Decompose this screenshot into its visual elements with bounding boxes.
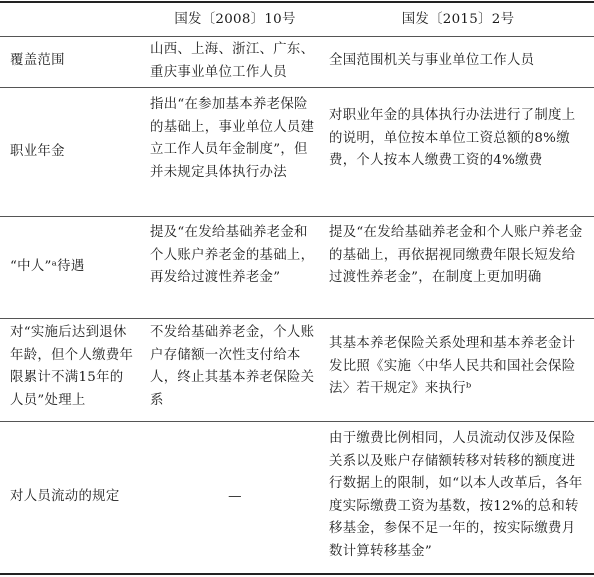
top-rule	[0, 1, 594, 3]
row-label-annuity: 职业年金	[10, 143, 65, 159]
row-2008-coverage: 山西、上海、浙江、广东、重庆事业单位工作人员	[150, 42, 315, 80]
row-label-coverage: 覆盖范围	[10, 52, 65, 68]
row-2015-mobility: 由于缴费比例相同，人员流动仅涉及保险关系以及账户存储额转移对转移的额度进行数据上的限制，如“以本人改革后，各年度实际缴费工资为基数，按12%的总和转移基金，参保不足一年的，按实际缴费月数计算转移基金”	[329, 431, 583, 559]
row-2008-under-15-years: 不发给基础养老金，个人账户存储额一次性支付给本人，终止其基本养老保险关系	[150, 325, 315, 408]
row-2015-annuity: 对职业年金的具体执行办法进行了制度上的说明，单位按本单位工资总额的8%缴费，个人按本人缴费工资的4%缴费	[329, 108, 576, 168]
header-2015: 国发〔2015〕2号	[401, 12, 515, 27]
row-2008-middle-generation: 提及“在发给基础养老金和个人账户养老金的基础上，再发给过渡性养老金”	[150, 225, 315, 285]
row-2015-under-15-years: 其基本养老保险关系处理和基本养老金计发比照《实施〈中华人民共和国社会保险法〉若干规定》来执行ᵇ	[329, 336, 576, 396]
row-label-under-15-years: 对“实施后达到退休年龄，但个人缴费年限累计不满15年的人员”处理上	[10, 325, 134, 408]
row-label-middle-generation: “中人”ᵃ待遇	[10, 258, 85, 274]
row-2008-annuity: 指出“在参加基本养老保险的基础上，事业单位人员建立工作人员年金制度”，但并未规定具体执行办法	[150, 97, 315, 180]
row-label-mobility: 对人员流动的规定	[10, 488, 120, 504]
row-rule-3	[0, 318, 594, 319]
row-2015-middle-generation: 提及“在发给基础养老金和个人账户养老金的基础上，再依据视同缴费年限长短发给过渡性养老金”，在制度上更加明确	[329, 225, 583, 285]
row-2015-coverage: 全国范围机关与事业单位工作人员	[329, 52, 535, 68]
bottom-rule	[0, 573, 594, 575]
row-2008-mobility: —	[228, 488, 242, 504]
header-2008: 国发〔2008〕10号	[174, 12, 296, 27]
